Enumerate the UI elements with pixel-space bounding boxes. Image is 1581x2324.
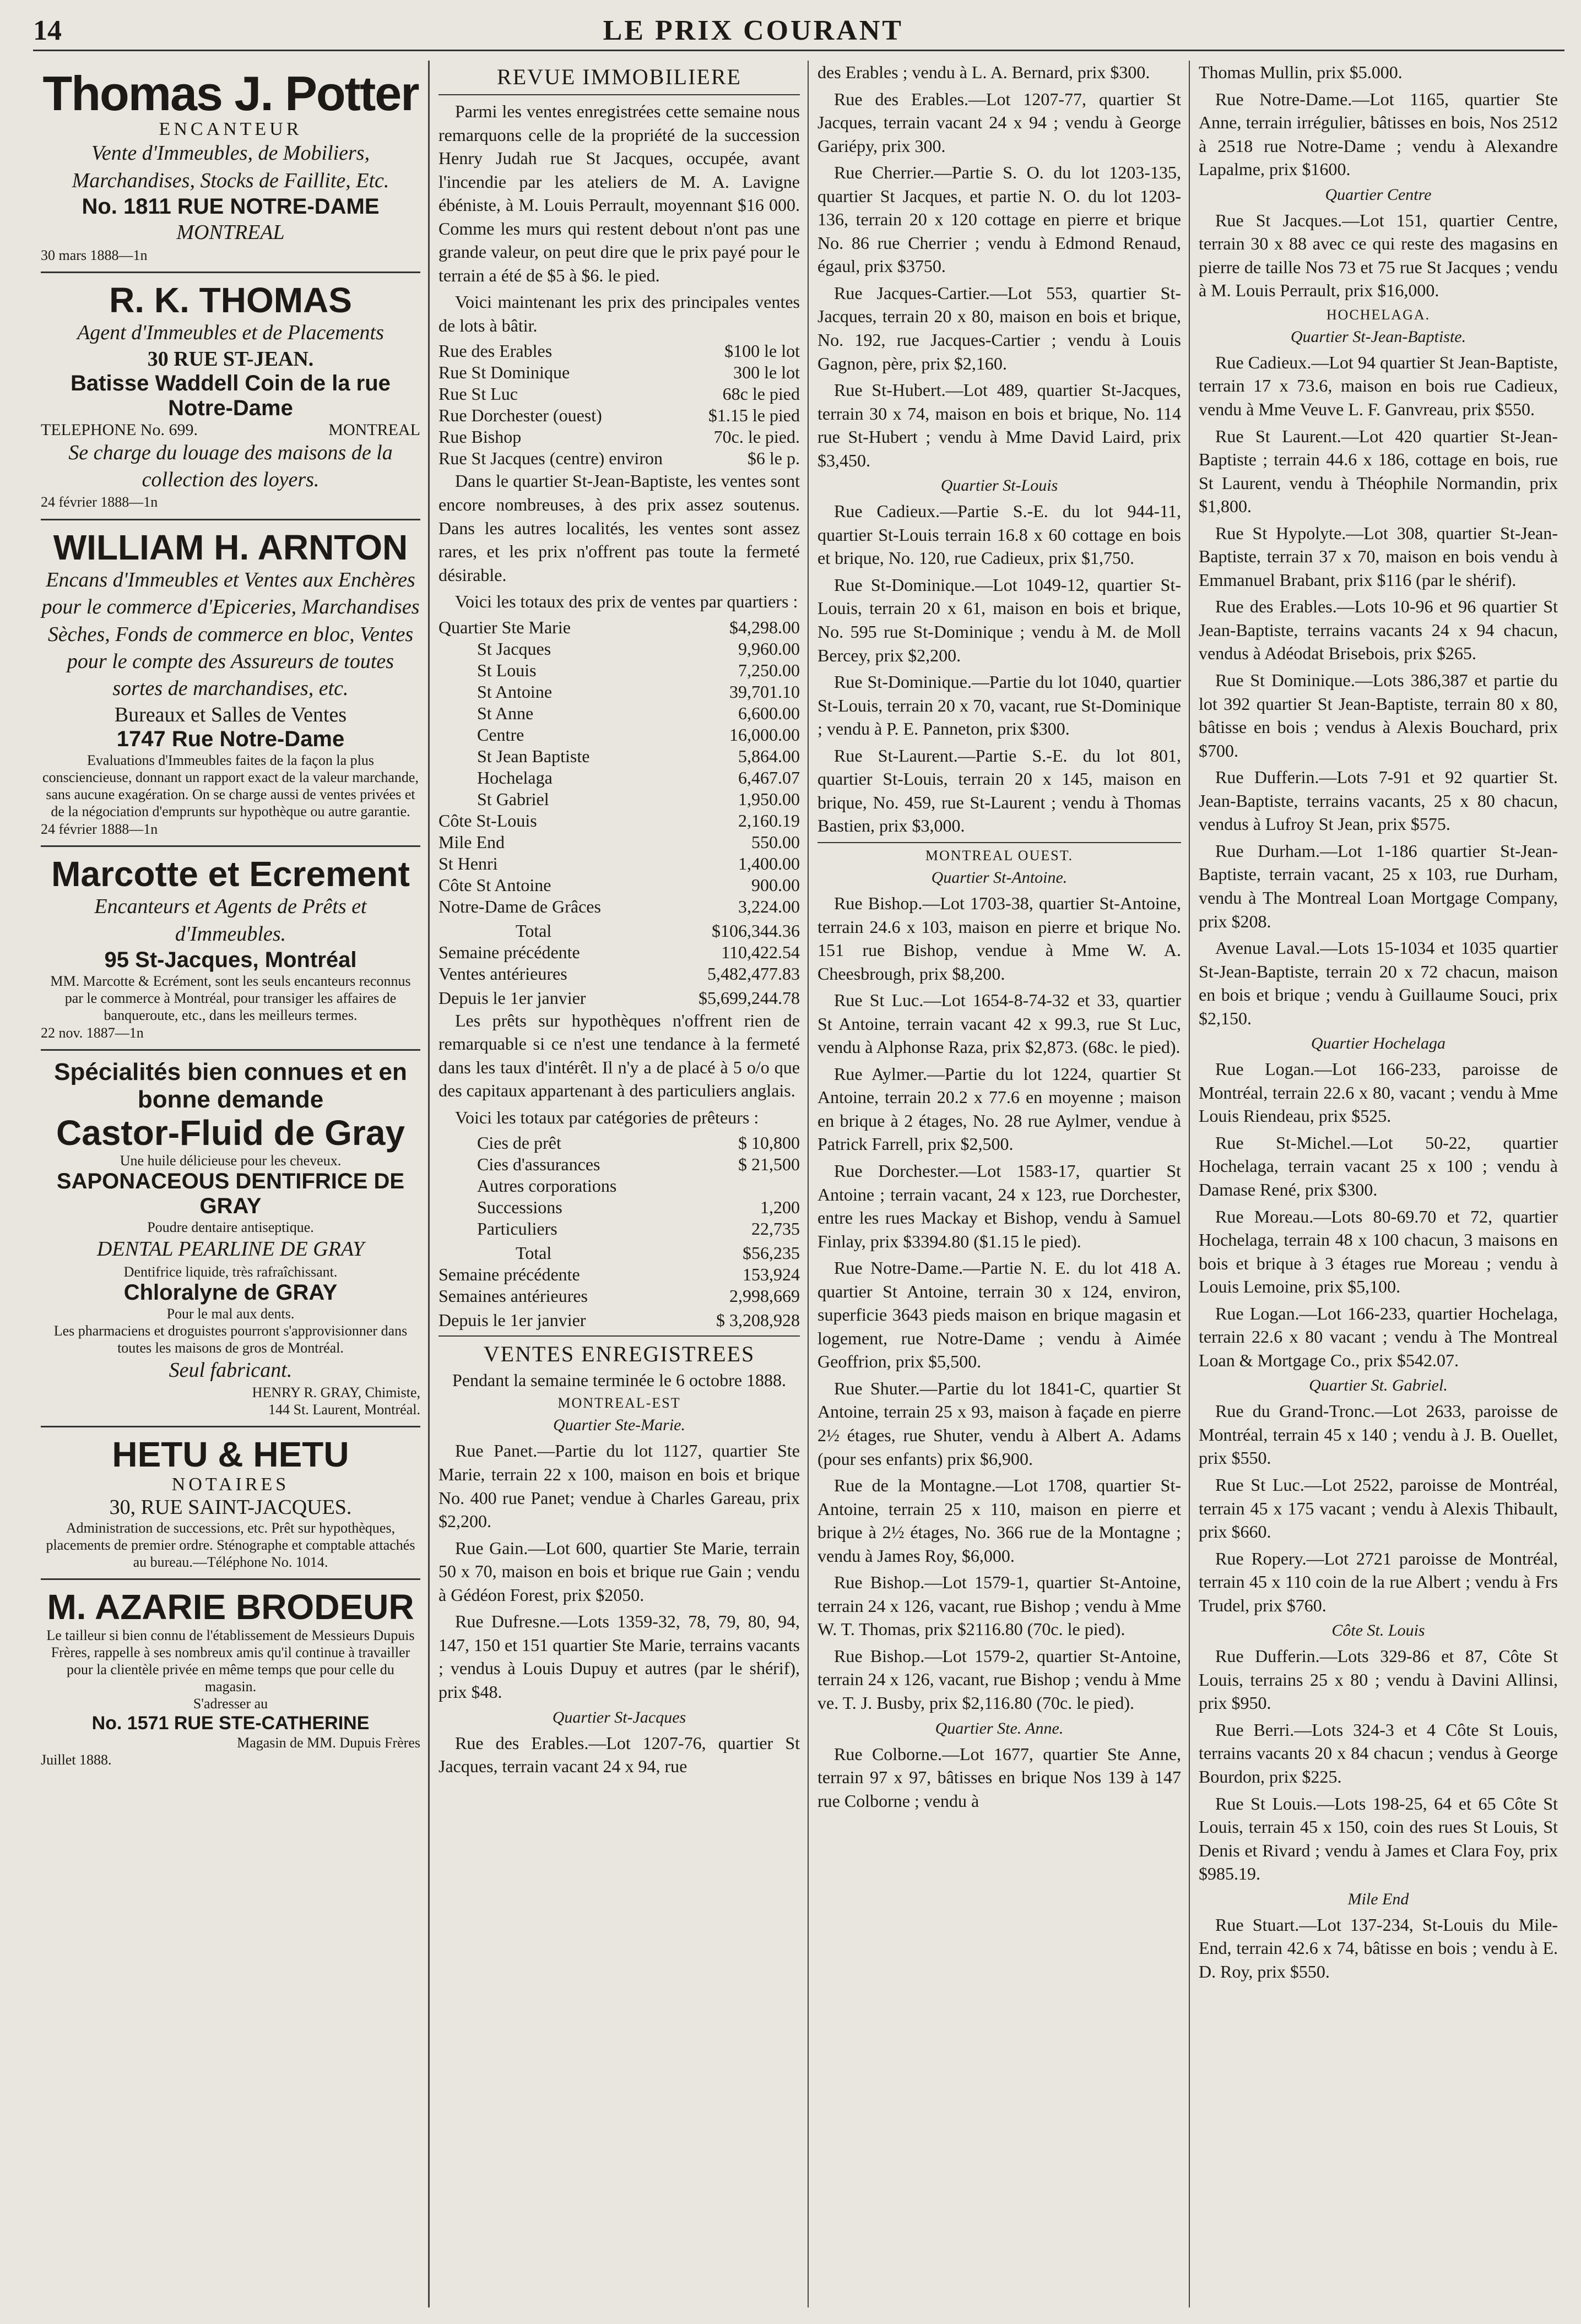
vente-entry: Rue St-Dominique.—Lot 1049-12, quartier St-Louis, terrain 20 x 61, maison en bois et brique, No. 595 rue St-Dominique ; vendu à M. de Moll Bercey, prix $2,200. — [817, 574, 1181, 665]
vente-entry: Rue St-Michel.—Lot 50-22, quartier Hochelaga, terrain vacant 25 x 100 ; vendu à Damase René, prix $300. — [1199, 1132, 1558, 1199]
ad-potter-name: Thomas J. Potter — [42, 66, 419, 121]
vente-entry: Rue St-Hubert.—Lot 489, quartier St-Jacques, terrain 30 x 74, maison en bois et brique, No. 114 rue St-Hubert ; vendu à Mme David Laird, prix $3,450. — [817, 380, 1181, 470]
table-row: Ventes antérieures 5,482,477.83 — [438, 963, 800, 984]
vente-entry: Rue de la Montagne.—Lot 1708, quartier St-Antoine, terrain 25 x 110, maison en pierre et brique à 2½ étages, No. 366 rue de la Montagne ; vendu à James Roy, $6,000. — [817, 1475, 1181, 1566]
ad-potter-desc: Vente d'Immeubles, de Mobiliers, Marchandises, Stocks de Faillite, Etc. — [72, 142, 389, 192]
ad-potter-city: MONTREAL — [176, 221, 285, 245]
vente-entry: Rue Cherrier.—Partie S. O. du lot 1203-135, quartier St Jacques, et partie N. O. du lot 1203-136, terrain 20 x 120 cottage en pierre et brique No. 86 rue Cherrier ; vendu à Edmond Renaud, égaul, prix $3750. — [817, 162, 1181, 276]
table-row: Autres corporations — [477, 1176, 617, 1196]
ad-thomas-desc: Agent d'Immeubles et de Placements — [77, 321, 384, 345]
ad-gray-product2: SAPONACEOUS DENTIFRICE DE GRAY — [56, 1169, 405, 1219]
vente-entry: Rue Dufferin.—Lots 7-91 et 92 quartier St. Jean-Baptiste, terrains vacants, 25 x 80 chacun, vendus à Lufroy St Jean, prix $575. — [1199, 767, 1558, 834]
table-row: St Jacques 9,960.00 — [477, 638, 800, 659]
ad-thomas-phone-row — [41, 421, 420, 439]
vente-entry: Rue St Jacques.—Lot 151, quartier Centre, terrain 30 x 88 avec ce qui reste des magasins en pierre de taille Nos 73 et 75 rue St Jacques ; vendu à M. Louis Perrault, prix $16,000. — [1199, 210, 1558, 301]
vente-entry: Rue des Erables.—Lot 1207-76, quartier St Jacques, terrain vacant 24 x 94, rue — [438, 1733, 800, 1777]
masthead — [33, 11, 1564, 51]
table-row: Rue St Jacques (centre) environ $6 le p. — [438, 448, 800, 469]
table-row: St Antoine 39,701.10 — [477, 681, 800, 702]
ad-marcotte-desc: Encanteurs et Agents de Prêts et d'Immeubles. — [94, 895, 367, 946]
table-row: Hochelaga 6,467.07 — [477, 767, 800, 788]
ventes-quartier: Quartier St. Gabriel. — [1309, 1376, 1448, 1395]
ad-brodeur — [41, 1580, 420, 1776]
vente-entry: Rue Bishop.—Lot 1579-1, quartier St-Antoine, terrain 24 x 126, vacant, rue Bishop ; vendu à Mme W. T. Thomas, prix $2116.80 (70c. le pied). — [817, 1572, 1181, 1639]
table-row: Rue St Luc 68c le pied — [438, 384, 800, 404]
ad-hetu-role: NOTAIRES — [171, 1474, 290, 1495]
table-row: Quartier Ste Marie $4,298.00 — [438, 617, 800, 637]
vente-entry: Rue Logan.—Lot 166-233, paroisse de Montréal, terrain 22.6 x 80, vacant ; vendu à Mme Louis Riendeau, prix $525. — [1199, 1059, 1558, 1126]
vente-entry: Rue Gain.—Lot 600, quartier Ste Marie, terrain 50 x 70, maison en bois et brique rue Gain ; vendu à Gédéon Forest, prix $2050. — [438, 1538, 800, 1605]
vente-entry: Rue Bishop.—Lot 1579-2, quartier St-Antoine, terrain 24 x 126, vacant, rue Bishop ; vendu à Mme ve. T. J. Busby, prix $2,116.80 (70c. le pied). — [817, 1646, 1181, 1713]
ad-gray-note: Les pharmaciens et droguistes pourront s'approvisionner dans toutes les maisons de gros de Montréal. — [53, 1323, 408, 1356]
ad-thomas — [41, 273, 420, 520]
revue-paragraph: Dans le quartier St-Jean-Baptiste, les ventes sont encore nombreuses, à des prix assez soutenus. Dans les autres localités, les ventes sont assez rares, et les prix n'offrent pas toute la fermeté désirable. — [438, 471, 800, 585]
ad-arnton-name: WILLIAM H. ARNTON — [53, 527, 408, 567]
ad-thomas-date: 24 février 1888—1n — [41, 494, 158, 511]
ad-arnton-address: 1747 Rue Notre-Dame — [116, 726, 345, 751]
ventes-quartier: Quartier Ste. Anne. — [935, 1719, 1064, 1737]
vente-entry: Rue St-Dominique.—Partie du lot 1040, quartier St-Louis, terrain 20 x 70, vacant, rue St-Dominique ; vendu à P. E. Panneton, prix $300. — [817, 672, 1181, 739]
vente-entry: Rue St Luc.—Lot 2522, paroisse de Montréal, terrain 45 x 175 vacant ; vendu à Alexis Thibault, prix $660. — [1199, 1474, 1558, 1542]
table-row: Depuis le 1er janvier $5,699,244.78 — [438, 987, 800, 1008]
ventes-quartier: Quartier Hochelaga — [1311, 1034, 1446, 1053]
ventes-column-3 — [810, 61, 1190, 2307]
vente-entry: Rue Ropery.—Lot 2721 paroisse de Montréal, terrain 45 x 110 coin de la rue Albert ; vendu à Frs Trudel, prix $760. — [1199, 1548, 1558, 1615]
table-row: St Jean Baptiste 5,864.00 — [477, 746, 800, 766]
ad-potter-date: 30 mars 1888—1n — [41, 247, 148, 263]
ventes-quartier: Côte St. Louis — [1331, 1621, 1425, 1640]
ad-brodeur-date: Juillet 1888. — [41, 1751, 112, 1768]
ad-hetu-address: 30, RUE SAINT-JACQUES. — [109, 1495, 352, 1519]
ad-brodeur-name: M. AZARIE BRODEUR — [47, 1587, 414, 1627]
table-row: Successions 1,200 — [477, 1197, 800, 1218]
ventes-quartier: Quartier Ste-Marie. — [553, 1416, 685, 1435]
ventes-section: MONTREAL OUEST. — [925, 847, 1074, 864]
ad-brodeur-contact: S'adresser au — [193, 1696, 268, 1712]
vente-entry: Rue Colborne.—Lot 1677, quartier Ste Anne, terrain 97 x 97, bâtisses en brique Nos 139 à 147 rue Colborne ; vendu à — [817, 1744, 1181, 1811]
ad-thomas-city: MONTREAL — [328, 420, 420, 439]
table-row: Côte St Antoine 900.00 — [438, 875, 800, 895]
revue-column — [431, 61, 809, 2307]
vente-entry: Rue des Erables.—Lot 1207-77, quartier St Jacques, terrain vacant 24 x 94 ; vendu à George Gariépy, prix 300. — [817, 89, 1181, 156]
ad-gray-product4: Chloralyne de GRAY — [123, 1280, 338, 1305]
vente-entry: Rue Berri.—Lots 324-3 et 4 Côte St Louis, terrains vacants 20 x 84 chacun ; vendus à George Bourdon, prix $225. — [1199, 1719, 1558, 1787]
revue-title: REVUE IMMOBILIERE — [497, 64, 741, 89]
revue-paragraph: Les prêts sur hypothèques n'offrent rien de remarquable si ce n'est une tendance à la fermeté dans les taux d'intérêt. Il n'y a de placé à 5 o/o que des capitaux appartenant à des particuliers anglais. — [438, 1010, 800, 1101]
ventes-quartier: Quartier St-Jean-Baptiste. — [1290, 327, 1466, 346]
ad-potter-address: No. 1811 RUE NOTRE-DAME — [82, 194, 380, 219]
table-row: Mile End 550.00 — [438, 832, 800, 852]
vente-entry: Rue Aylmer.—Partie du lot 1224, quartier St Antoine, terrain 20.2 x 77.6 en moyenne ; maison en brique à 2 étages, No. 28 rue Aylmer, vendue à Patrick Farrell, prix $2,500. — [817, 1063, 1181, 1154]
quartiers-table — [438, 617, 800, 1009]
table-row: Rue Dorchester (ouest) $1.15 le pied — [438, 405, 800, 426]
vente-entry: Rue St Laurent.—Lot 420 quartier St-Jean-Baptiste ; terrain 44.6 x 186, cottage en bois, rue St Laurent, vendu à Théophile Normandin, prix $1,800. — [1199, 426, 1558, 517]
table-row: St Louis 7,250.00 — [477, 660, 800, 680]
ad-thomas-note: Se charge du louage des maisons de la collection des loyers. — [68, 441, 393, 491]
ad-arnton — [41, 520, 420, 847]
ad-thomas-address: 30 RUE ST-JEAN. — [147, 347, 314, 371]
vente-entry: Rue Panet.—Partie du lot 1127, quartier Ste Marie, terrain 22 x 100, maison en bois et brique No. 400 rue Panet; vendue à Charles Gareau, prix $2,200. — [438, 1441, 800, 1532]
page-number: 14 — [33, 14, 62, 46]
ad-brodeur-address: No. 1571 RUE STE-CATHERINE — [91, 1712, 370, 1734]
ad-hetu-note: Administration de successions, etc. Prêt sur hypothèques, placements de premier ordre. Sténographe et comptable attachés au bureau.—Téléphone No. 1014. — [46, 1519, 415, 1571]
vente-entry: Rue St Hypolyte.—Lot 308, quartier St-Jean-Baptiste, terrain 37 x 70, maison en bois vendu à Emmanuel Brabant, prix $116 (par le shérif). — [1199, 523, 1558, 590]
ventes-quartier: Quartier Centre — [1325, 185, 1432, 204]
table-row: St Anne 6,600.00 — [477, 703, 800, 723]
revue-paragraph: Parmi les ventes enregistrées cette semaine nous remarquons celle de la propriété de la succession Henry Judah rue St Jacques, occupée, avant l'incendie par les ateliers de M. A. Lavigne ébéniste, à M. Louis Perrault, moyennant $16 000. Comme les murs qui restent debout n'ont pas une grande valeur, on peut dire que le prix payé pour le terrain a été de $5 à $6. le pied. — [438, 101, 800, 285]
table-row: Rue Bishop 70c. le pied. — [438, 427, 800, 447]
table-row: Total $56,235 — [516, 1243, 800, 1263]
lots-table — [438, 340, 800, 469]
ad-gray-address: 144 St. Laurent, Montréal. — [268, 1402, 420, 1418]
ad-marcotte — [41, 847, 420, 1051]
ventes-section: HOCHELAGA. — [1326, 306, 1431, 323]
vente-entry: des Erables ; vendu à L. A. Bernard, prix $300. — [817, 62, 1150, 82]
table-row: Centre 16,000.00 — [477, 724, 800, 745]
table-row: Cies de prêt $ 10,800 — [477, 1133, 800, 1153]
vente-entry: Rue Dorchester.—Lot 1583-17, quartier St Antoine ; terrain vacant, 24 x 123, rue Dorchester, entre les rues Mackay et Bishop, vendu à Samuel Finlay, prix $3394.80 ($1.15 le pied). — [817, 1160, 1181, 1251]
ventes-section: MONTREAL-EST — [557, 1395, 681, 1411]
ad-arnton-note: Evaluations d'Immeubles faites de la façon la plus consciencieuse, donnant un rapport exact de la valeur marchande, sans aucune exagération. On se charge aussi de ventes privées et de la négociation d'emprunts sur hypothèque ou autre garantie. — [42, 752, 419, 820]
ad-gray-product2-desc: Poudre dentaire antiseptique. — [147, 1219, 314, 1236]
ad-gray-product3-desc: Dentifrice liquide, très rafraîchissant. — [123, 1263, 338, 1280]
ad-gray-product1: Castor-Fluid de Gray — [56, 1112, 405, 1153]
vente-entry: Rue Dufresne.—Lots 1359-32, 78, 79, 80, 94, 147, 150 et 151 quartier Ste Marie, terrains vacants ; vendus à Louis Dupuy et autres (par le shérif), prix $48. — [438, 1611, 800, 1702]
revue-paragraph: Voici maintenant les prix des principales ventes de lots à bâtir. — [438, 292, 800, 335]
ventes-title: VENTES ENREGISTREES — [483, 1342, 755, 1367]
vente-entry: Rue Moreau.—Lots 80-69.70 et 72, quartier Hochelaga, terrain 48 x 100 chacun, 3 maisons en bois et brique à 3 étages rue Moreau ; vendu à Louis Lemoine, prix $5,100. — [1199, 1206, 1558, 1297]
vente-entry: Rue Stuart.—Lot 137-234, St-Louis du Mile-End, terrain 42.6 x 74, bâtisse en bois ; vendu à E. D. Roy, prix $550. — [1199, 1914, 1558, 1981]
ad-arnton-desc: Encans d'Immeubles et Ventes aux Enchères pour le commerce d'Epiceries, Marchandises Sèches, Fonds de commerce en bloc, Ventes pour le compte des Assureurs de toutes sortes de marchandises, etc. — [41, 568, 420, 701]
ad-gray-product4-desc: Pour le mal aux dents. — [166, 1306, 295, 1322]
preteurs-table — [438, 1132, 800, 1331]
ventes-column-4 — [1191, 61, 1566, 2307]
ad-arnton-date: 24 février 1888—1n — [41, 821, 158, 837]
ventes-subtitle: Pendant la semaine terminée le 6 octobre 1888. — [452, 1370, 786, 1391]
vente-entry: Rue Logan.—Lot 166-233, quartier Hochelaga, terrain 22.6 x 80 vacant ; vendu à The Montreal Loan & Mortgage Co., prix $542.07. — [1199, 1303, 1558, 1370]
page-title: LE PRIX COURANT — [603, 14, 903, 46]
ventes-quartier: Quartier St-Louis — [940, 476, 1058, 495]
vente-entry: Rue Notre-Dame.—Lot 1165, quartier Ste Anne, terrain irrégulier, bâtisses en bois, Nos 2512 à 2518 rue Notre-Dame ; vendu à Alexandre Lapalme, prix $1600. — [1199, 89, 1558, 180]
table-row: St Henri 1,400.00 — [438, 853, 800, 873]
table-row: Cies d'assurances $ 21,500 — [477, 1154, 800, 1175]
revue-paragraph: Voici les totaux par catégories de prêteurs : — [455, 1107, 759, 1127]
ventes-quartier: Mile End — [1347, 1889, 1409, 1908]
table-row: Côte St-Louis 2,160.19 — [438, 810, 800, 830]
vente-entry: Rue Jacques-Cartier.—Lot 553, quartier St-Jacques, terrain 20 x 80, maison en bois et brique, No. 192, rue Jacques-Cartier ; vendu à Louis Gagnon, père, prix $2,160. — [817, 283, 1181, 373]
table-row: Rue St Dominique 300 le lot — [438, 362, 800, 383]
table-row: Semaines antérieures 2,998,669 — [438, 1286, 800, 1306]
ad-gray-maker: Seul fabricant. — [169, 1358, 293, 1382]
ad-arnton-office: Bureaux et Salles de Ventes — [114, 703, 347, 726]
vente-entry: Rue St Dominique.—Lots 386,387 et partie du lot 392 quartier St Jean-Baptiste, terrain 80 x 80, bâtisse en bois ; vendus à Alexis Bouchard, prix $700. — [1199, 670, 1558, 761]
vente-entry: Rue Durham.—Lot 1-186 quartier St-Jean-Baptiste, terrain vacant, 25 x 103, rue Durham, vendu à The Montreal Loan Mortgage Company, prix $208. — [1199, 840, 1558, 931]
table-row: Total $106,344.36 — [516, 920, 800, 941]
ad-potter-role: ENCANTEUR — [159, 119, 302, 140]
ad-gray-headline: Spécialités bien connues et en bonne demande — [54, 1058, 407, 1113]
ad-thomas-phone: TELEPHONE No. 699. — [41, 420, 198, 439]
vente-entry: Avenue Laval.—Lots 15-1034 et 1035 quartier St-Jean-Baptiste, terrain 20 x 72 chacun, maison en bois et brique ; vendu à Guillaume Souci, prix $2,150. — [1199, 938, 1558, 1028]
vente-entry: Rue St-Laurent.—Partie S.-E. du lot 801, quartier St-Louis, terrain 20 x 145, maison en brique, No. 459, rue St-Laurent ; vendu à Thomas Bastien, prix $3,000. — [817, 745, 1181, 836]
ventes-quartier: Quartier St-Antoine. — [931, 868, 1068, 887]
revue-paragraph: Voici les totaux des prix de ventes par quartiers : — [455, 591, 798, 612]
table-row: Depuis le 1er janvier $ 3,208,928 — [438, 1310, 800, 1331]
vente-entry: Rue des Erables.—Lots 10-96 et 96 quartier St Jean-Baptiste, terrains vacants 24 x 94 chacun, vendus à Adéodat Brisebois, prix $265. — [1199, 596, 1558, 664]
vente-entry: Rue Bishop.—Lot 1703-38, quartier St-Antoine, terrain 24.6 x 103, maison en pierre et brique No. 151 rue Bishop, vendue à Mme W. A. Cheesbrough, prix $8,200. — [817, 893, 1181, 984]
ad-brodeur-store: Magasin de MM. Dupuis Frères — [237, 1734, 420, 1751]
ad-potter — [41, 61, 420, 273]
table-row: Semaine précédente 110,422.54 — [438, 942, 800, 962]
ad-marcotte-name: Marcotte et Ecrement — [51, 854, 410, 894]
ad-gray — [41, 1051, 420, 1428]
ventes-quartier: Quartier St-Jacques — [552, 1708, 686, 1726]
table-row: Rue des Erables $100 le lot — [438, 341, 800, 361]
ad-gray-product3: DENTAL PEARLINE DE GRAY — [96, 1237, 365, 1261]
ad-hetu-name: HETU & HETU — [112, 1435, 349, 1475]
vente-entry: Rue du Grand-Tronc.—Lot 2633, paroisse de Montréal, terrain 45 x 140 ; vendu à J. B. Ouellet, prix $550. — [1199, 1401, 1558, 1468]
table-row: Semaine précédente 153,924 — [438, 1264, 800, 1285]
vente-entry: Rue Notre-Dame.—Partie N. E. du lot 418 A. quartier St Antoine, terrain 30 x 124, environ, superficie 3643 pieds maison en brique magasin et logement, rue Notre-Dame ; vendu à Aimée Geoffrion, prix $5,500. — [817, 1258, 1181, 1372]
ad-thomas-building: Batisse Waddell Coin de la rue Notre-Dame — [71, 371, 391, 420]
ad-gray-chemist: HENRY R. GRAY, Chimiste, — [252, 1384, 420, 1400]
ad-hetu — [41, 1427, 420, 1580]
vente-entry: Rue St Luc.—Lot 1654-8-74-32 et 33, quartier St Antoine, terrain vacant 42 x 99.3, rue St Luc, vendu à Alphonse Raza, prix $2,873. (68c. le pied). — [817, 990, 1181, 1057]
ad-gray-product1-desc: Une huile délicieuse pour les cheveux. — [120, 1153, 342, 1169]
vente-entry: Rue Cadieux.—Partie S.-E. du lot 944-11, quartier St-Louis terrain 16.8 x 60 cottage en bois et brique, No. 120, rue Cadieux, prix $1,750. — [817, 501, 1181, 568]
ads-column — [33, 61, 430, 2307]
vente-entry: Thomas Mullin, prix $5.000. — [1199, 62, 1403, 82]
table-row: Particuliers 22,735 — [477, 1219, 800, 1239]
ad-marcotte-note: MM. Marcotte & Ecrément, sont les seuls encanteurs reconnus par le commerce à Montréal, pour transiger les affaires de banqueroute, etc., dans les meilleurs termes. — [50, 973, 411, 1024]
ad-marcotte-date: 22 nov. 1887—1n — [41, 1024, 144, 1041]
vente-entry: Rue Cadieux.—Lot 94 quartier St Jean-Baptiste, terrain 17 x 73.6, maison en bois rue Cadieux, vendu à Mme Veuve L. F. Ganvreau, prix $550. — [1199, 352, 1558, 420]
ad-thomas-name: R. K. THOMAS — [109, 280, 352, 320]
vente-entry: Rue Dufferin.—Lots 329-86 et 87, Côte St Louis, terrains 25 x 80 ; vendu à Davini Allinsi, prix $950. — [1199, 1646, 1558, 1713]
vente-entry: Rue St Louis.—Lots 198-25, 64 et 65 Côte St Louis, terrain 45 x 150, coin des rues St Louis, St Denis et Rivard ; vendu à James et Clara Foy, prix $985.19. — [1199, 1793, 1558, 1884]
table-row: Notre-Dame de Grâces 3,224.00 — [438, 896, 800, 916]
ad-marcotte-address: 95 St-Jacques, Montréal — [104, 947, 357, 972]
table-row: St Gabriel 1,950.00 — [477, 789, 800, 809]
ad-brodeur-note: Le tailleur si bien connu de l'établissement de Messieurs Dupuis Frères, rappelle à ses nombreux amis qu'il continue à travailler pour la clientèle privée en même temps que pour celle du magasin. — [46, 1627, 415, 1695]
vente-entry: Rue Shuter.—Partie du lot 1841-C, quartier St Antoine, terrain 25 x 93, maison à façade en pierre 2½ étages, rue Shuter, vendu à Albert A. Adams (pour ses enfants) prix $6,900. — [817, 1378, 1181, 1469]
